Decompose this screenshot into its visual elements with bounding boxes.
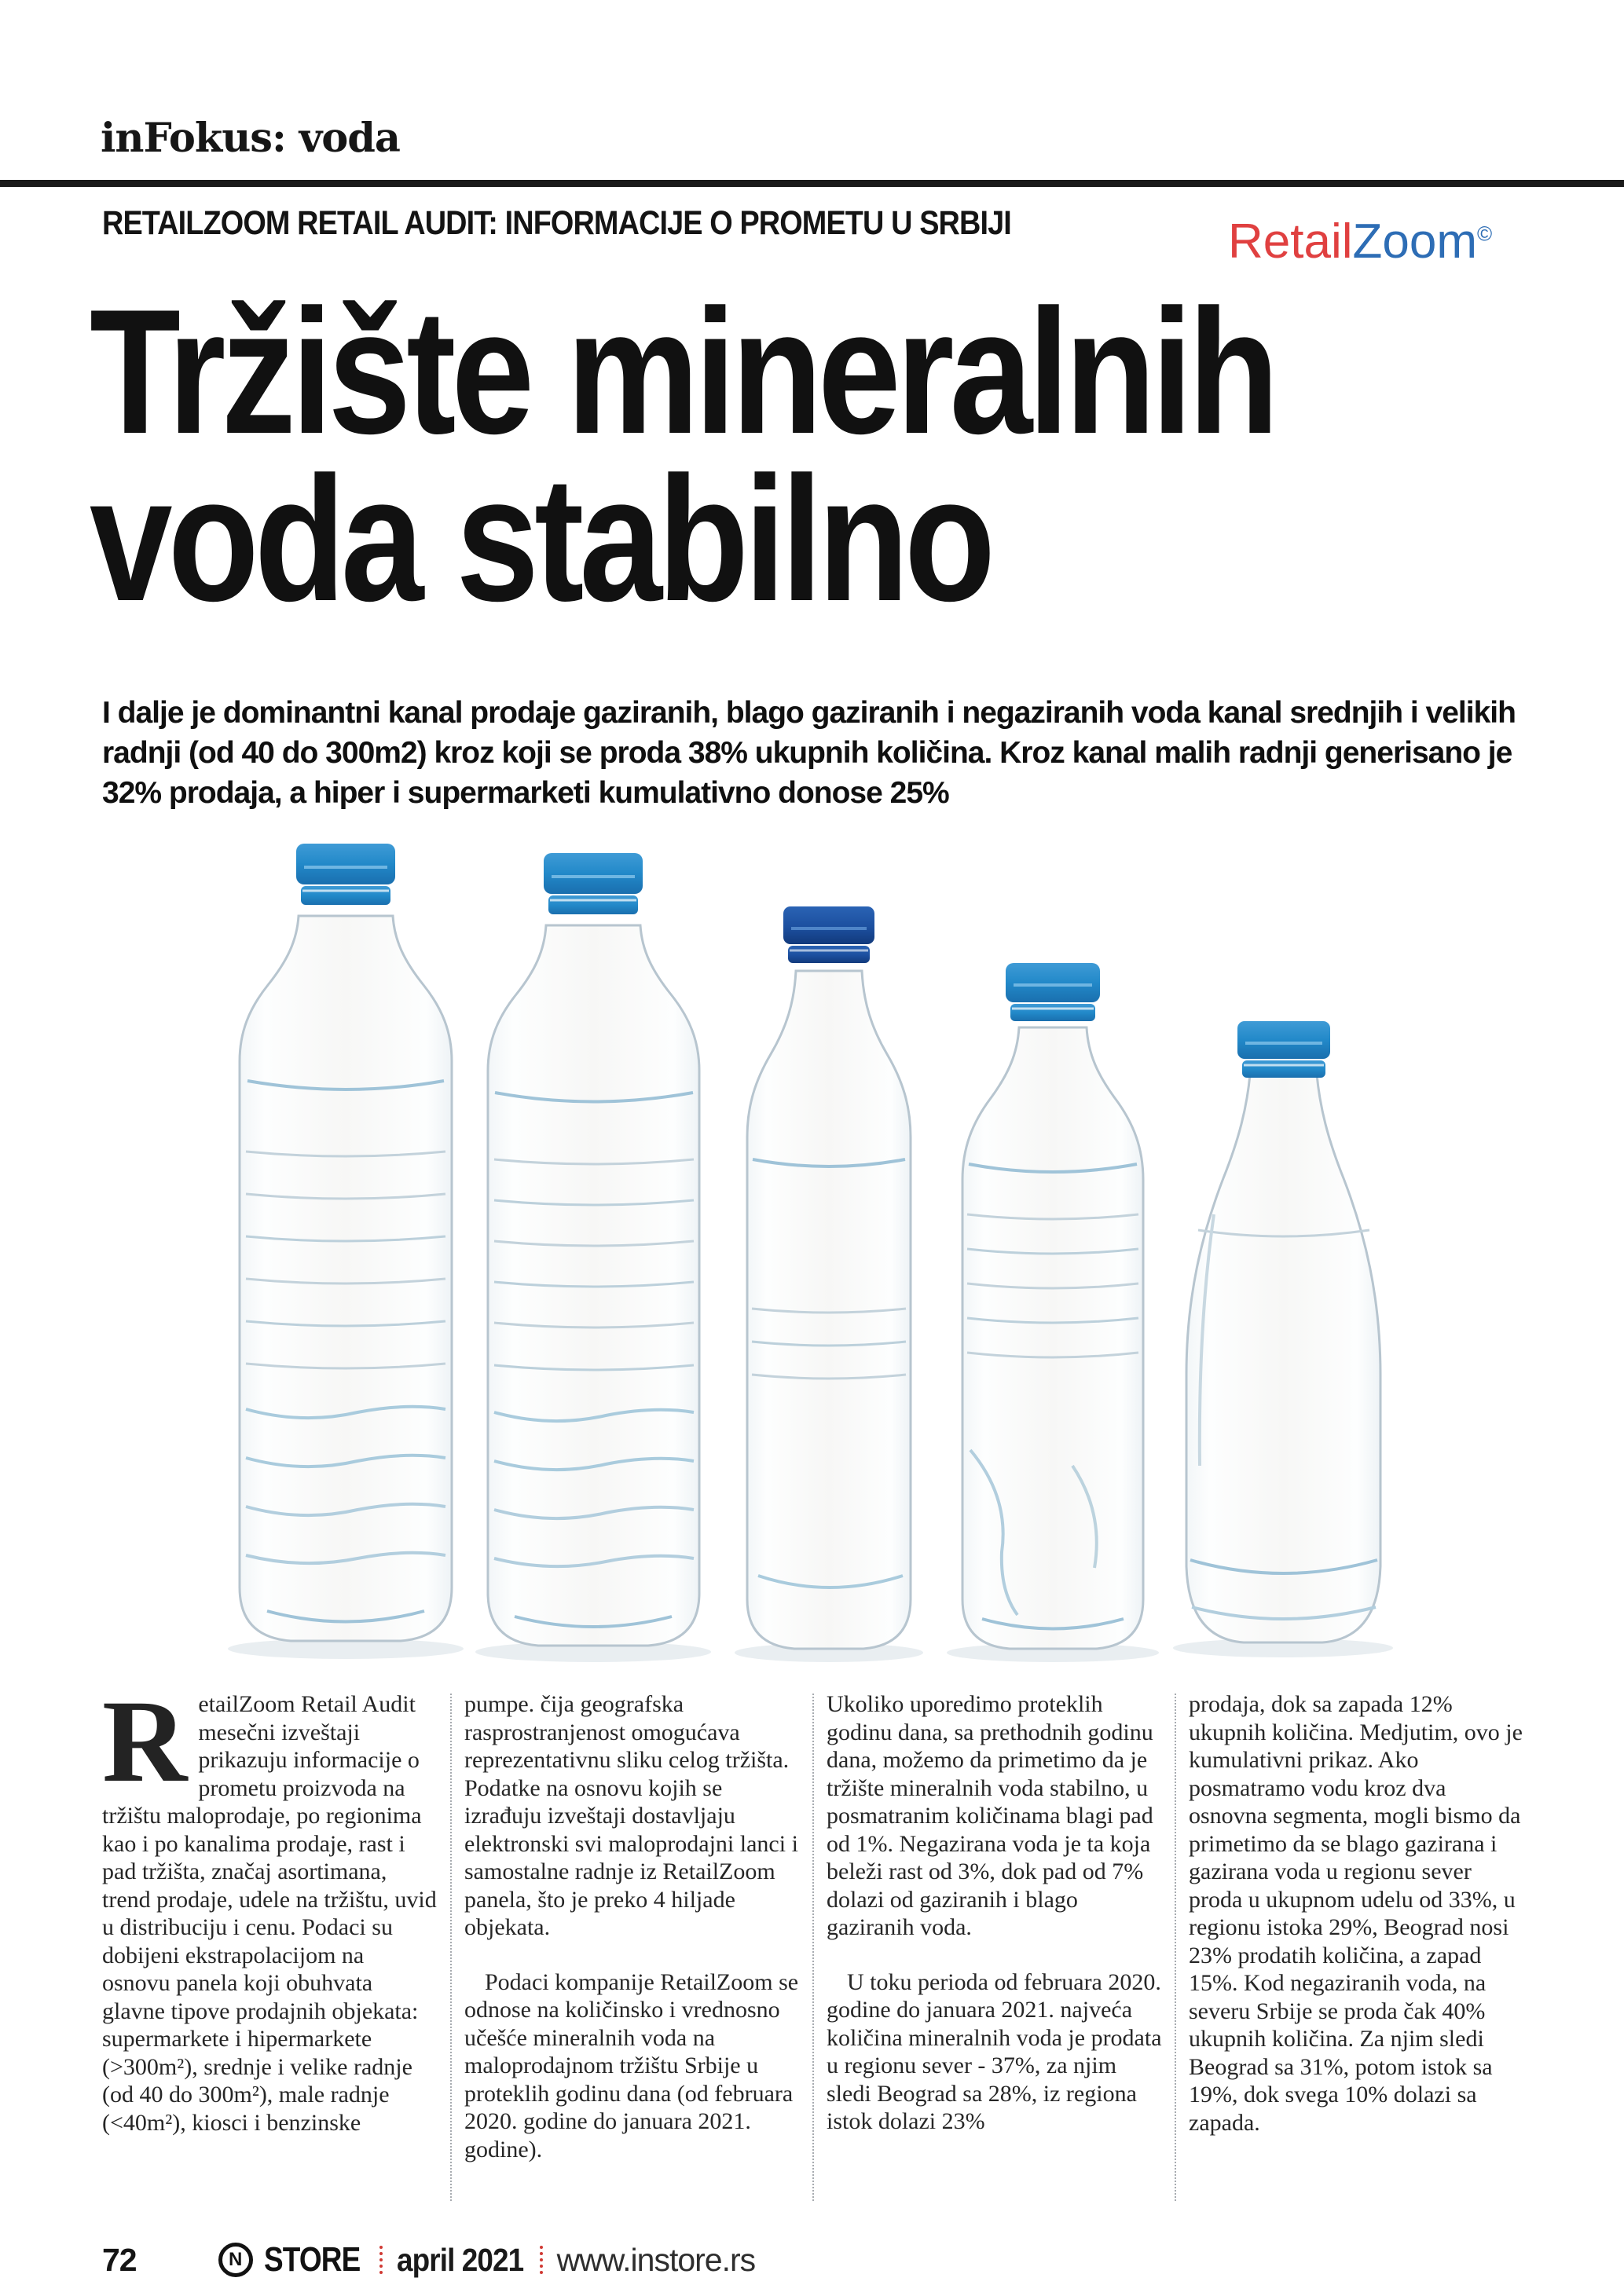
column-divider <box>812 1694 814 2201</box>
footer-separator-icon <box>379 2246 383 2274</box>
article-body <box>102 1676 1524 2209</box>
article-column-2 <box>464 1690 800 2209</box>
article-column-4 <box>1189 1690 1524 2209</box>
page-footer <box>102 2240 1522 2280</box>
page-number: 72 <box>102 2241 137 2278</box>
column-divider <box>450 1694 452 2201</box>
column-3-paragraph-2: U toku perioda od februara 2020. godine do januara 2021. najveća količina mineralnih voda je prodata u regionu sever - 37%, za njim sledi Beograd sa 28%, iz regiona istok dolazi 23% <box>827 1968 1162 2134</box>
headline-line-1: Tržište mineralnih <box>90 272 1275 471</box>
column-2-paragraph-2: Podaci kompanije RetailZoom se odnose na količinsko i vrednosno učešće mineralnih voda na maloprodajnom tržištu Srbije u proteklih godinu dana (od februara 2020. godine do januara 2021. godine). <box>464 1968 799 2162</box>
headline-line-2: voda stabilno <box>90 439 992 638</box>
footer-separator-icon <box>540 2246 543 2274</box>
header-rule <box>0 180 1624 187</box>
article-kicker: RETAILZOOM RETAIL AUDIT: INFORMACIJE O PROMETU U SRBIJI <box>102 204 1011 242</box>
column-2-paragraph-1: pumpe. čija geografska rasprostranjenost omogućava reprezentativnu sliku celog tržišta. Podatke na osnovu kojih se izrađuju izveštaji dostavljaju elektronski svi maloprodajni lanci i samostalne radnje iz RetailZoom panela, što je preko 4 hiljade objekata. <box>464 1691 798 1940</box>
footer-brand-cluster <box>218 2240 756 2280</box>
bottles-photo <box>98 822 1530 1672</box>
retailzoom-logo <box>1228 214 1492 269</box>
headline <box>90 272 1501 638</box>
article-column-1 <box>102 1676 438 2209</box>
article-column-3 <box>827 1690 1162 2209</box>
water-bottle-icon <box>962 963 1143 1649</box>
water-bottle-icon <box>488 853 699 1646</box>
water-bottles-illustration <box>98 822 1530 1672</box>
water-bottle-icon <box>240 844 452 1641</box>
water-bottle-icon <box>747 906 911 1649</box>
instore-logo-letter: N <box>228 2249 243 2270</box>
retailzoom-logo-retail: Retail <box>1228 214 1353 269</box>
retailzoom-logo-zoom: Zoom <box>1352 214 1477 269</box>
store-brand: STORE <box>263 2240 361 2279</box>
website-url: www.instore.rs <box>556 2241 756 2278</box>
drop-cap: R <box>102 1676 188 1807</box>
column-3-paragraph-1: Ukoliko uporedimo proteklih godinu dana, sa prethodnih godinu dana, možemo da primetimo da je tržište mineralnih voda stabilno, u posmatranim količinama blagi pad od 1%. Negazirana voda je ta koja beleži rast od 3%, dok pad od 7% dolazi od gaziranih i blago gaziranih voda. <box>827 1691 1153 1940</box>
column-divider <box>1175 1694 1176 2201</box>
issue-date: april 2021 <box>397 2241 524 2278</box>
column-1-text: etailZoom Retail Audit mesečni izveštaji prikazuju informacije o prometu proizvoda na tržištu maloprodaje, po regionima kao i po kanalima prodaje, rast i pad tržišta, značaj asortimana, trend prodaje, udele na tržištu, uvid u distribuciju i cenu. Podaci su dobijeni ekstrapolacijom na osnovu panela koji obuhvata glavne tipove prodajnih objekata: supermarkete i hipermarkete (>300m²), srednje i velike radnje (od 40 do 300m²), male radnje (<40m²), kiosci i benzinske <box>102 1691 437 2136</box>
water-bottle-icon <box>1186 1021 1380 1642</box>
copyright-icon: © <box>1477 222 1493 246</box>
instore-logo-icon <box>218 2243 253 2277</box>
intro-paragraph: I dalje je dominantni kanal prodaje gaziranih, blago gaziranih i negaziranih voda kanal srednjih i velikih radnji (od 40 do 300m2) kroz koji se proda 38% ukupnih količina. Kroz kanal malih radnji generisano je 32% prodaja, a hiper i supermarketi kumulativno donose 25% <box>102 696 1516 810</box>
column-4-paragraph-1: prodaja, dok sa zapada 12% ukupnih količina. Medjutim, ovo je kumulativni prikaz. Ako posmatramo vodu kroz dva osnovna segmenta, mogli bismo da primetimo da se blago gazirana i gazirana voda u regionu sever proda u ukupnom udelu od 33%, u regionu istoka 29%, Beograd nosi 23% prodatih količina, a zapad 15%. Kod negaziranih voda, na severu Srbije se proda čak 40% ukupnih količina. Za njim sledi Beograd sa 31%, potom istok sa 19%, dok svega 10% dolazi sa zapada. <box>1189 1691 1523 2136</box>
section-header: inFokus: voda <box>101 115 400 162</box>
